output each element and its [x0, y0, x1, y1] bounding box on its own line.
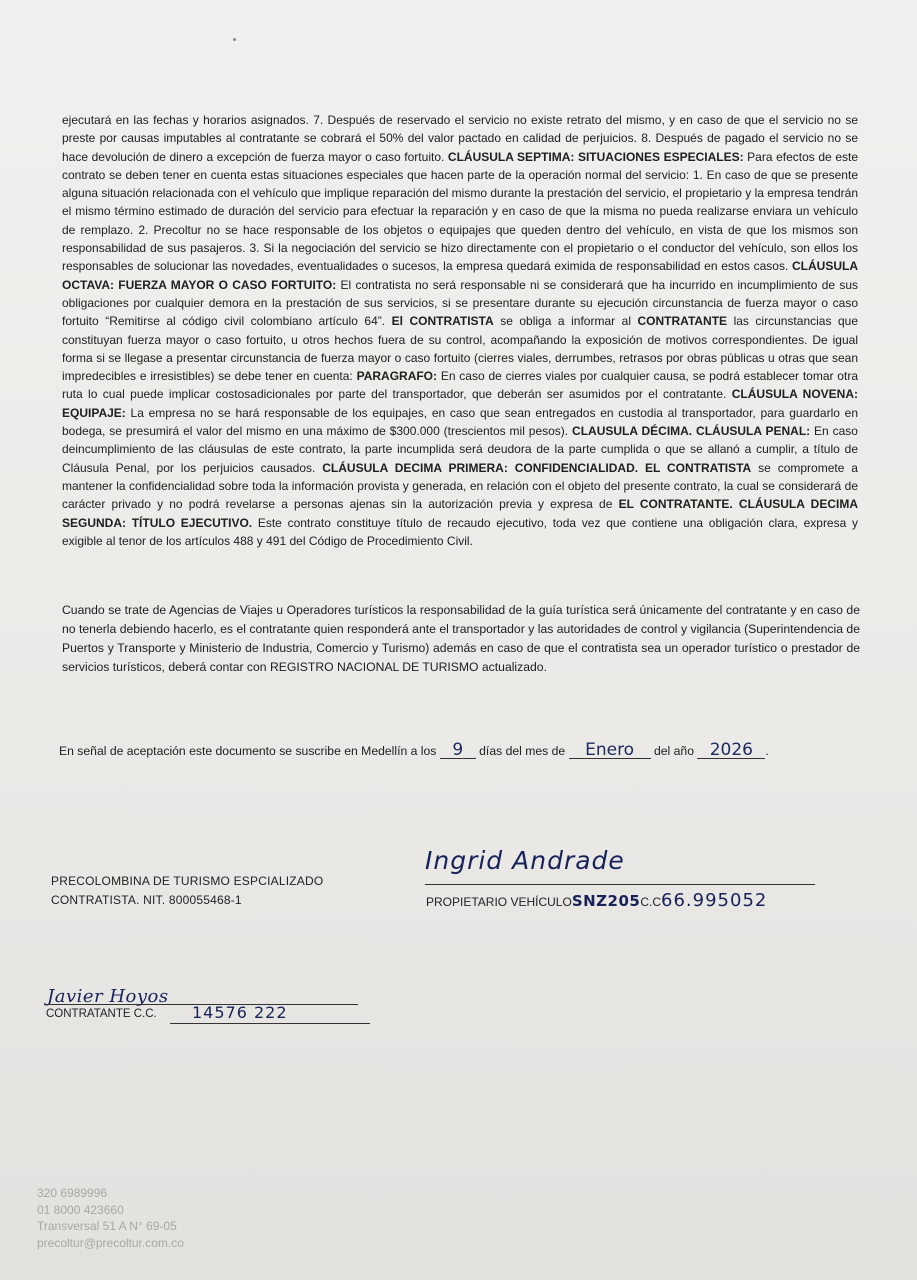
footer-email: precoltur@precoltur.com.co: [37, 1235, 184, 1250]
footer-contact: [37, 1185, 184, 1251]
month-field: Enero: [569, 742, 651, 759]
acceptance-statement: [59, 742, 819, 759]
clause-heading: PARAGRAFO:: [356, 369, 438, 384]
acceptance-end: .: [765, 744, 769, 758]
owner-signature: Ingrid Andrade: [425, 846, 625, 875]
owner-plate: SNZ205: [571, 892, 641, 910]
acceptance-text-1: En señal de aceptación este documento se suscribe en Medellín a los: [59, 744, 437, 758]
client-signature: Javier Hoyos: [47, 986, 169, 1007]
contract-clauses-text: [62, 111, 858, 550]
acceptance-text-2: días del mes de: [479, 744, 566, 758]
contractor-block: [51, 872, 323, 910]
owner-label-row: [426, 890, 767, 911]
client-cc-line: [170, 1023, 370, 1024]
clause-text: las circunstancias que constituyan fuerza mayor o caso fortuito, u otros hechos fuera de su control, acompañando la exposición de motivos correspondientes. De igual forma si se llegase a presentar circunstancia de fuerza mayor o caso fortuito (cierres viales, derrumbes, retrasos por obras públicas u otras que sean impredecibles e irresistibles) se debe tener en cuenta:: [62, 314, 858, 384]
client-cc: 14576 222: [192, 1003, 288, 1022]
footer-phone-2: 01 8000 423660: [37, 1202, 124, 1217]
contractor-name: PRECOLOMBINA DE TURISMO ESPCIALIZADO: [51, 874, 324, 888]
speck: [233, 38, 236, 41]
clause-heading: CLÁUSULA NOVENA: EQUIPAJE:: [62, 387, 858, 420]
clause-text: En caso deincumplimiento de las cláusulas de este contrato, la parte incumplida será deudora de la parte cumplida o que se allanó a cumplir, a título de Cláusula Penal, por los perjuicios causados.: [62, 424, 858, 475]
owner-cc-label: C.C: [640, 895, 662, 909]
acceptance-text-3: del año: [653, 744, 694, 758]
clause-heading: CLÁUSULA OCTAVA: FUERZA MAYOR O CASO FORTUITO:: [62, 259, 858, 292]
clause-heading: EL CONTRATANTE. CLÁUSULA DECIMA SEGUNDA: TÍTULO EJECUTIVO.: [62, 497, 858, 530]
owner-label: PROPIETARIO VEHÍCULO: [426, 895, 572, 909]
client-label: CONTRATANTE C.C.: [46, 1008, 157, 1020]
tourism-agency-paragraph: Cuando se trate de Agencias de Viajes u Operadores turísticos la responsabilidad de la guía turística será únicamente del contratante y en caso de no tenerla debiendo hacerlo, es el contratante quien responderá ante el transportador y las autoridades de control y vigilancia (Superintendencia de Puertos y Transporte y Ministerio de Industria, Comercio y Turismo) además en caso de que el contratista sea un operador turístico o prestador de servicios turísticos, deberá contar con REGISTRO NACIONAL DE TURISMO actualizado.: [62, 603, 860, 674]
clause-heading: CLÁUSULA SEPTIMA: SITUACIONES ESPECIALES:: [447, 149, 744, 164]
clause-text: se compromete a mantener la confidencialidad sobre toda la información provista y generada, en relación con el objeto del presente contrato, la cual se considerará de carácter privado y no podrá revelarse a personas ajenas sin la autorización previa y expresa de: [62, 460, 858, 512]
year-field: 2026: [697, 742, 765, 759]
clause-text: La empresa no se hará responsable de los equipajes, en caso que sean entregados en custodia al transportador, para guardarlo en bodega, se presumirá el valor del mismo en una máximo de $300.000 (trescientos mil pesos).: [62, 405, 858, 439]
day-field: 9: [440, 742, 476, 759]
footer-phone-1: 320 6989996: [37, 1186, 108, 1200]
contractor-nit: CONTRATISTA. NIT. 800055468-1: [51, 893, 242, 907]
clause-heading: CONTRATANTE: [637, 314, 728, 329]
footer-address: Transversal 51 A N° 69-05: [37, 1219, 177, 1233]
clause-text: ejecutará en las fechas y horarios asignados. 7. Después de reservado el servicio no existe retrato del mismo, y en caso de que el servicio no se preste por causas imputables al contratante se cobrará el 50% del valor pactado en calidad de perjuicios. 8. Después de pagado el servicio no se hace devolución de dinero a excepción de fuerza mayor o caso fortuito.: [62, 113, 858, 164]
clause-text: Este contrato constituye título de recaudo ejecutivo, toda vez que contiene una obligación clara, expresa y exigible al tenor de los artículos 488 y 491 del Código de Procedimiento Civil.: [62, 515, 859, 548]
clause-heading: CLAUSULA DÉCIMA. CLÁUSULA PENAL:: [572, 424, 811, 439]
owner-signature-line: [425, 884, 815, 885]
clause-heading: CLÁUSULA DECIMA PRIMERA: CONFIDENCIALIDAD. EL CONTRATISTA: [322, 460, 752, 475]
clause-heading: El CONTRATISTA: [391, 314, 494, 329]
clause-text: En caso de cierres viales por cualquier causa, se podrá establecer tomar otra ruta lo cual puede implicar costosadicionales por parte del transportador, que deberán ser asumidos por el contratante.: [62, 369, 858, 402]
clause-text: Para efectos de este contrato se deben tener en cuenta estas situaciones especiales que hacen parte de la operación normal del servicio: 1. En caso de que se presente alguna situación relacionada con el vehículo que implique reparación del mismo durante la prestación del servicio, el propietario y la empresa tendrán el mismo término estimado de duración del servicio para efectuar la reparación y en caso de que la misma no pueda realizarse enviara un vehículo de remplazo. 2. Precoltur no se hace responsable de los objetos o equipajes que queden dentro del vehículo, en vista de que los mismos son responsabilidad de sus pasajeros. 3. Si la negociación del servicio se hizo directamente con el propietario o el conductor del vehículo, son ellos los responsables de solucionar las novedades, eventualidades o sucesos, la empresa quedará eximida de responsabilidad en estos casos.: [62, 149, 858, 274]
clause-text: se obliga a informar al: [493, 314, 638, 329]
owner-cc: 66.995052: [661, 890, 768, 911]
clause-text: El contratista no será responsable ni se considerará que ha incurrido en incumplimiento de sus obligaciones por cualquier demora en la prestación de sus servicios, si se presentare durante su ejecución circunstancia de fuerza mayor o caso fortuito “Remitirse al código civil colombiano artículo 64”.: [62, 277, 858, 329]
